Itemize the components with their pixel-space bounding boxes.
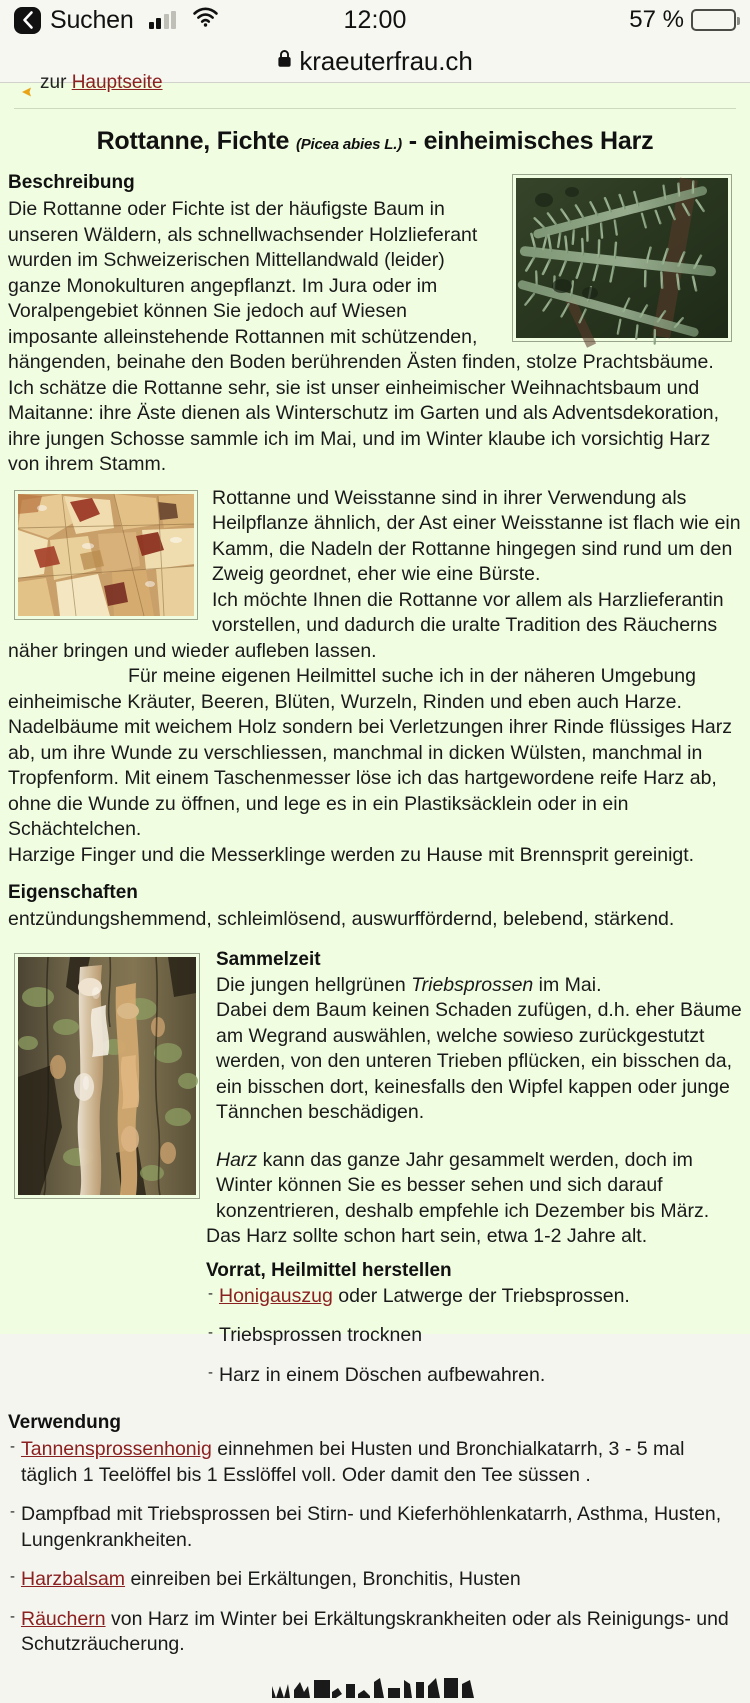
battery-percentage-label: 57 % bbox=[629, 6, 684, 33]
wifi-icon bbox=[193, 8, 218, 32]
list-item bbox=[206, 1284, 742, 1310]
sammelzeit-p1-pre: Die jungen hellgrünen bbox=[216, 973, 412, 996]
ios-status-bar bbox=[0, 0, 750, 40]
cellular-signal-icon bbox=[149, 11, 177, 29]
vorrat-list bbox=[206, 1284, 742, 1389]
section-heading-eigenschaften: Eigenschaften bbox=[8, 882, 138, 903]
verwendung-item-3-text: von Harz im Winter bei Erkältungskrankheiten oder als Reinigungs- und Schutzräucherung. bbox=[21, 1607, 729, 1655]
status-bar-clock: 12:00 bbox=[343, 5, 407, 34]
title-main-after: - einheimisches Harz bbox=[401, 127, 654, 155]
sammelzeit-paragraph-3 bbox=[206, 1148, 742, 1225]
beschreibung-paragraph-6: Harzige Finger und die Messerklinge werden zu Hause mit Brennsprit gereinigt. bbox=[8, 843, 695, 866]
vorrat-item-0-text: oder Latwerge der Triebsprossen. bbox=[332, 1284, 630, 1307]
harzbalsam-link[interactable]: Harzbalsam bbox=[21, 1568, 126, 1590]
section-heading-verwendung: Verwendung bbox=[8, 1412, 121, 1433]
beschreibung-paragraph-3: Rottanne und Weisstanne sind in ihrer Verwendung als Heilpflanze ähnlich, der Ast einer Weisstanne ist flach wie ein Kamm, die Nadeln der Rottanne hingegen sind rund um den Zweig geordnet, eher wie eine Bürste. bbox=[212, 486, 741, 585]
beschreibung-section bbox=[8, 172, 742, 478]
handwritten-signature-image bbox=[270, 1672, 480, 1698]
status-bar-right bbox=[629, 6, 736, 34]
spruce-branch-photo bbox=[516, 178, 728, 338]
sammelzeit-paragraph-1 bbox=[206, 973, 742, 999]
bark-resin-image-frame bbox=[14, 953, 200, 1199]
eigenschaften-section bbox=[8, 882, 742, 933]
sammelzeit-p1-emphasis: Triebsprossen bbox=[411, 973, 534, 996]
page-title bbox=[8, 127, 742, 156]
signature-area bbox=[8, 1672, 742, 1698]
sammelzeit-paragraph-2: Dabei dem Baum keinen Schaden zufügen, d.h. eher Bäume am Wegrand auswählen, welche sowieso zurückgestutzt werden, von den unteren Trieben pflücken, ein bisschen da, ein bisschen dort, keinesfalls den Wipfel kappen oder junge Tännchen beschädigen. bbox=[216, 999, 742, 1123]
battery-icon bbox=[691, 9, 736, 31]
vorrat-item-1-text: Triebsprossen trocknen bbox=[219, 1324, 423, 1346]
hauptseite-link[interactable]: Hauptseite bbox=[71, 72, 163, 93]
resin-granules-image-frame bbox=[14, 490, 198, 620]
list-item bbox=[8, 1502, 742, 1553]
list-item bbox=[206, 1363, 742, 1389]
sammelzeit-p3-text: kann das ganze Jahr gesammelt werden, doch im Winter können Sie es besser sehen und sich darauf konzentrieren, deshalb empfehle ich Dezember bis März. bbox=[216, 1148, 710, 1222]
verwendung-item-2-text: einreiben bei Erkältungen, Bronchitis, Husten bbox=[125, 1568, 521, 1590]
beschreibung-paragraph-5: Für meine eigenen Heilmittel suche ich in der näheren Umgebung einheimische Kräuter, Beeren, Blüten, Wurzeln, Rinden und eben auch Harze. Nadelbäume mit weichem Holz sondern bei Verletzungen ihrer Rinde flüssiges Harz ab, um ihre Wunde zu verschliessen, manchmal in dicken Wülsten, manchmal in Tropfenform. Mit einem Taschenmesser löse ich das hartgewordene reife Harz ab, ohne die Wunde zu öffnen, und lege es in ein Plastiksäcklein oder in ein Schächtelchen. bbox=[8, 665, 733, 840]
title-latin-name: (Picea abies L.) bbox=[295, 136, 402, 153]
page-url[interactable]: kraeuterfrau.ch bbox=[299, 45, 473, 76]
title-main-before: Rottanne, Fichte bbox=[96, 127, 296, 155]
list-item bbox=[8, 1437, 742, 1488]
top-navigation-link-row[interactable] bbox=[8, 72, 742, 105]
spruce-branch-image-frame bbox=[512, 174, 732, 342]
verwendung-item-0-text: einnehmen bei Husten und Bronchialkatarrh, 3 - 5 mal täglich 1 Teelöffel bis 1 Esslöffel voll. Oder damit den Tee süssen . bbox=[21, 1438, 685, 1486]
divider bbox=[14, 108, 736, 109]
section-heading-sammelzeit: Sammelzeit bbox=[216, 948, 321, 970]
resin-on-bark-photo bbox=[18, 957, 196, 1195]
arrow-right-icon bbox=[22, 85, 36, 103]
chevron-left-icon bbox=[22, 11, 34, 29]
top-nav-prefix: zur bbox=[40, 72, 72, 93]
beschreibung-paragraph-1: Die Rottanne oder Fichte ist der häufigste Baum in unseren Wäldern, als schnellwachsender Holzlieferant wurden im Schweizerischen Mittellandwald (leider) ganze Monokulturen angepflanzt. Im Jura oder im Voralpengebiet können Sie jedoch auf Wiesen imposante alleinstehende Rottannen mit schützenden, hängenden, beinahe den Boden berührenden Ästen finden, stolze Prachtsbäume. bbox=[8, 198, 714, 373]
verwendung-section bbox=[8, 1412, 742, 1658]
sammelzeit-section bbox=[8, 949, 742, 1403]
raeuchern-link[interactable]: Räuchern bbox=[21, 1607, 106, 1630]
lock-icon bbox=[277, 49, 292, 73]
status-bar-left bbox=[14, 6, 218, 35]
verwendung-item-1-text: Dampfbad mit Triebsprossen bei Stirn- und Kieferhöhlenkatarrh, Asthma, Husten, Lungenkrankheiten. bbox=[21, 1503, 722, 1551]
back-to-app-button[interactable] bbox=[14, 7, 41, 34]
list-item bbox=[8, 1607, 742, 1658]
vorrat-item-2-text: Harz in einem Döschen aufbewahren. bbox=[219, 1363, 546, 1386]
beschreibung-paragraph-4: Ich möchte Ihnen die Rottanne vor allem als Harzlieferantin vorstellen, und dadurch die uralte Tradition des Räucherns näher bringen und wieder aufleben lassen. bbox=[8, 588, 724, 662]
honigauszug-link[interactable]: Honigauszug bbox=[219, 1284, 333, 1307]
sammelzeit-text-column bbox=[206, 949, 742, 1389]
eigenschaften-text: entzündungshemmend, schleimlösend, auswurffördernd, belebend, stärkend. bbox=[8, 908, 675, 930]
sammelzeit-p3-emphasis: Harz bbox=[216, 1148, 258, 1171]
section-heading-vorrat: Vorrat, Heilmittel herstellen bbox=[206, 1259, 452, 1281]
webpage-content bbox=[0, 72, 750, 1655]
list-item bbox=[8, 1567, 742, 1593]
top-nav-text bbox=[40, 72, 163, 93]
resin-granules-photo bbox=[18, 494, 194, 616]
list-item bbox=[206, 1323, 742, 1349]
beschreibung-paragraph-2: Ich schätze die Rottanne sehr, sie ist unser einheimischer Weihnachtsbaum und Maitanne: ihre Äste dienen als Winterschutz im Garten und als Adventsdekoration, ihre jungen Schosse sammle ich im Mai, und im Winter klaube ich vorsichtig Harz von ihrem Stamm. bbox=[8, 376, 720, 475]
verwendung-list bbox=[8, 1437, 742, 1658]
tannensprossenhonig-link[interactable]: Tannensprossenhonig bbox=[21, 1438, 212, 1460]
sammelzeit-paragraph-4: Das Harz sollte schon hart sein, etwa 1-2 Jahre alt. bbox=[206, 1225, 648, 1247]
sammelzeit-p1-post: im Mai. bbox=[533, 973, 602, 996]
resin-text-block bbox=[8, 486, 742, 869]
section-heading-beschreibung: Beschreibung bbox=[8, 172, 135, 193]
back-app-label[interactable]: Suchen bbox=[50, 5, 134, 34]
